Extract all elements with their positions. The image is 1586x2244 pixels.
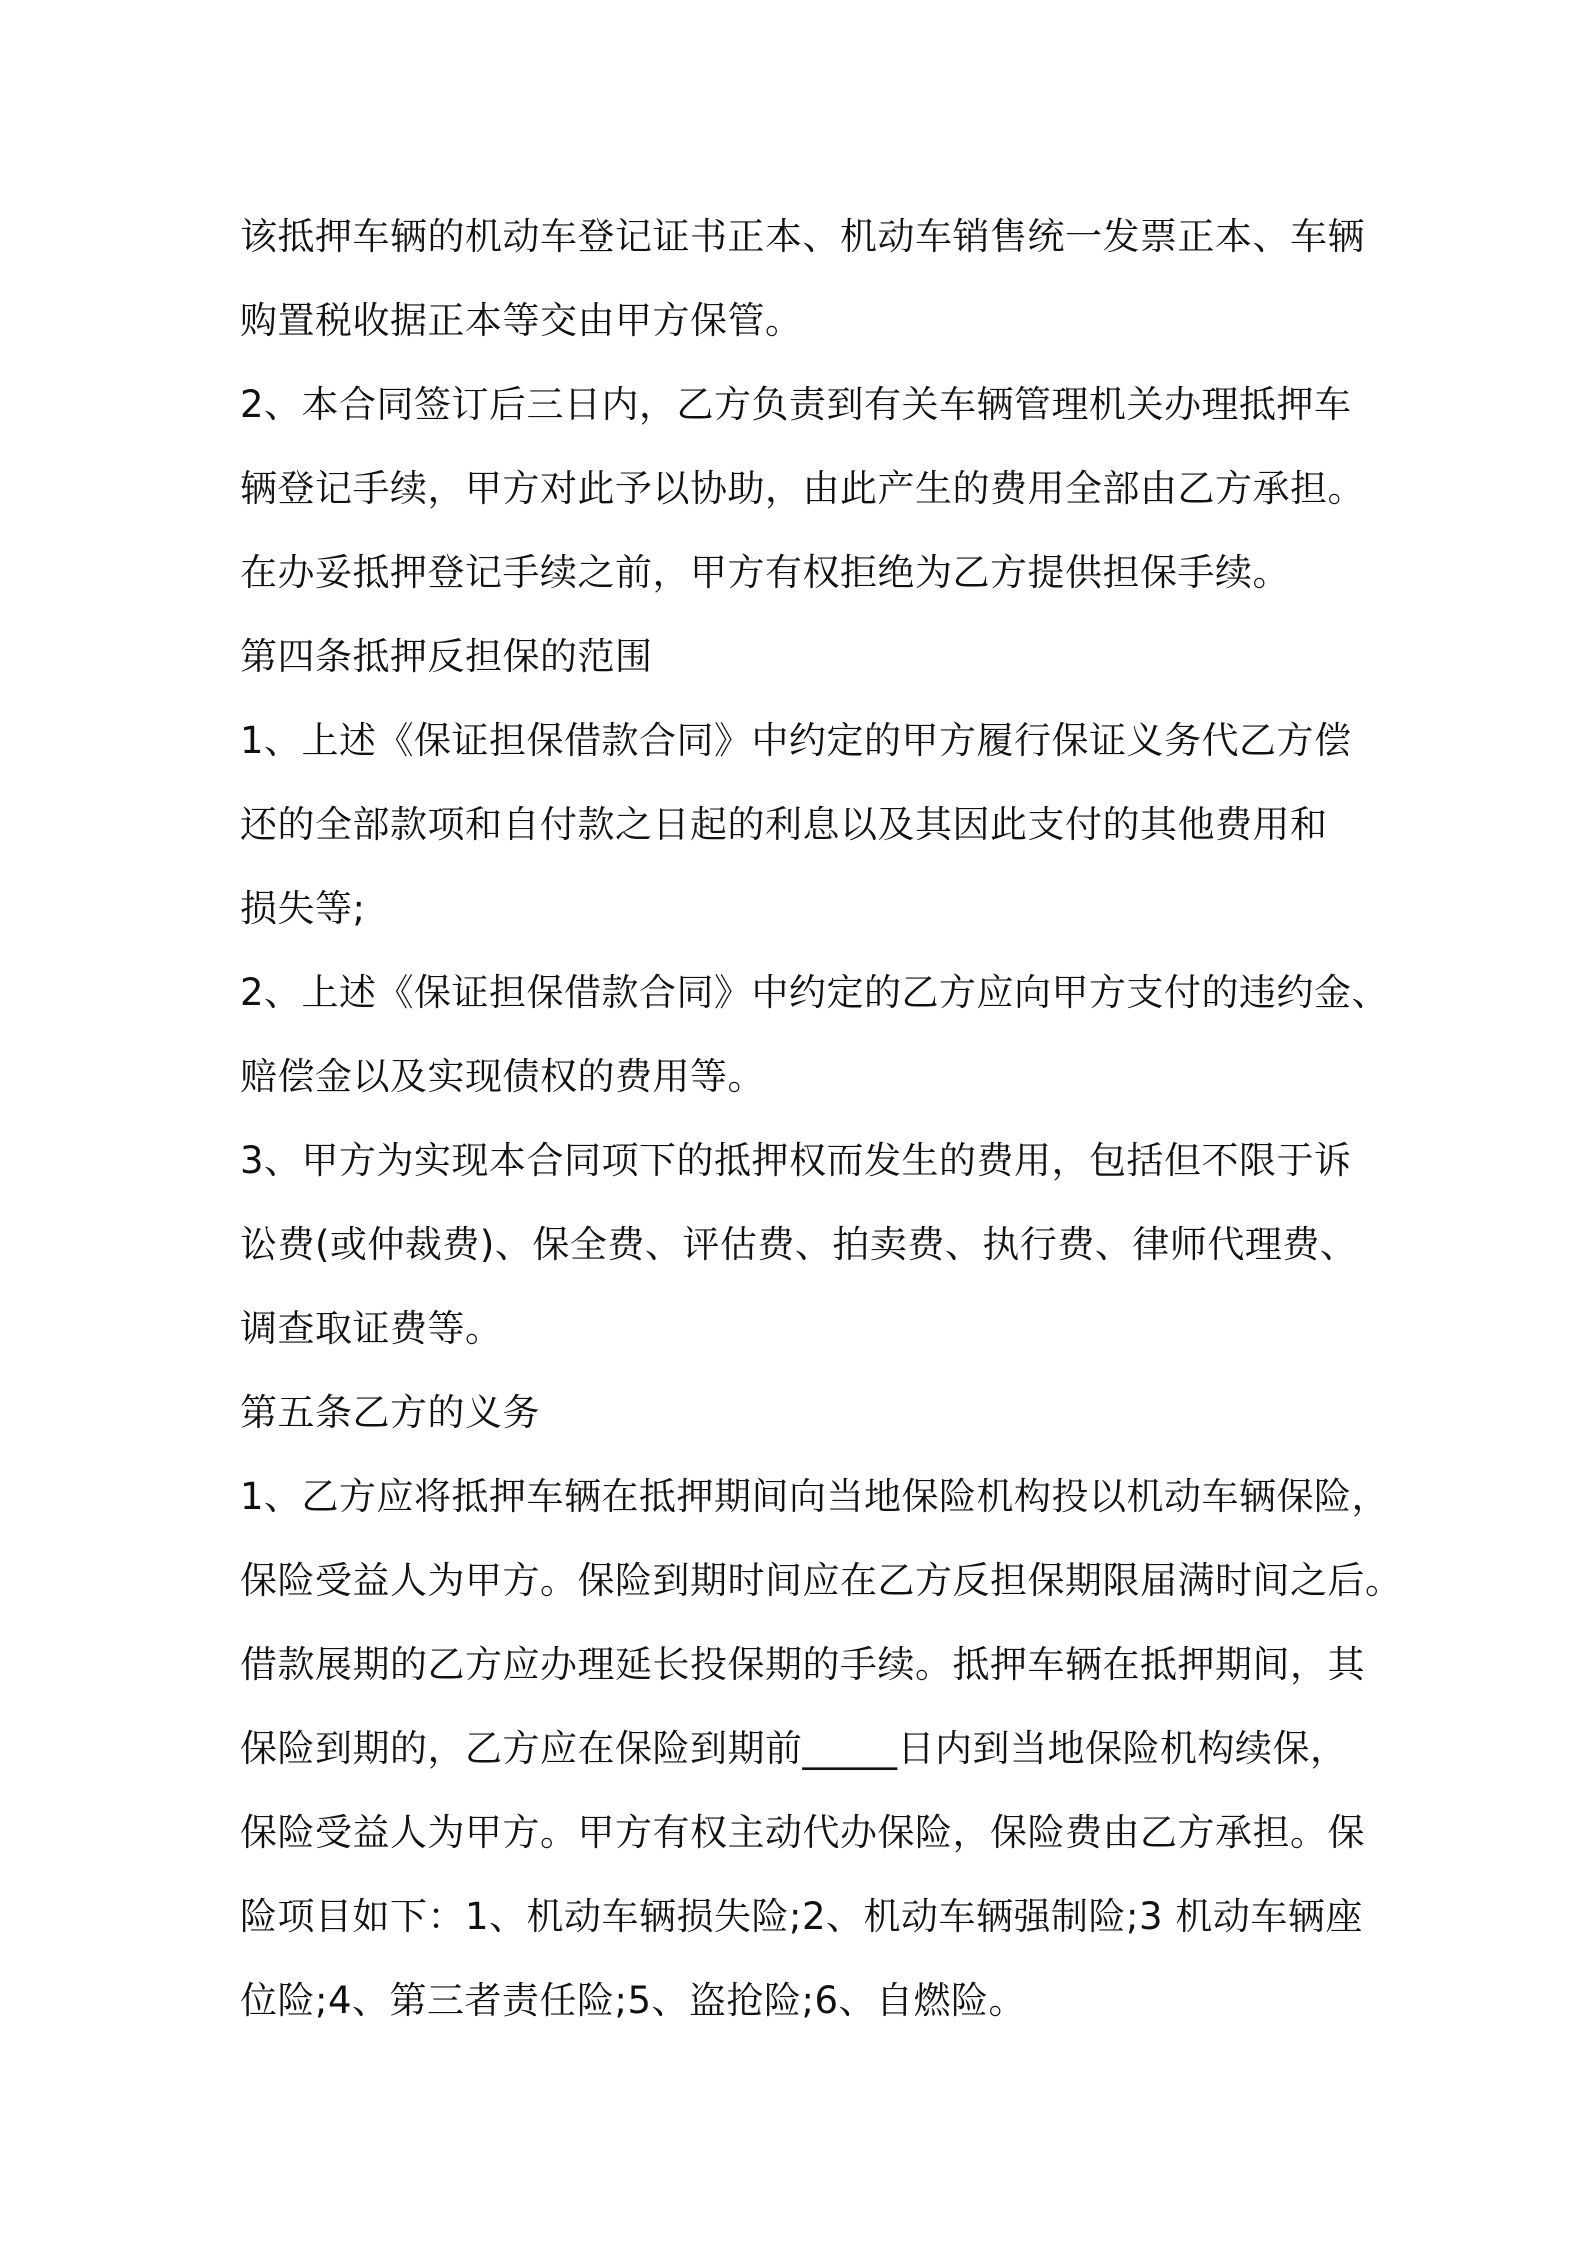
text-line: 赔偿金以及实现债权的费用等。 [240,1055,765,1098]
text-line: 在办妥抵押登记手续之前，甲方有权拒绝为乙方提供担保手续。 [240,551,1290,594]
section-heading-article-4: 第四条抵押反担保的范围 [240,635,653,678]
text-line: 购置税收据正本等交由甲方保管。 [240,299,803,342]
text-line: 2、本合同签订后三日内，乙方负责到有关车辆管理机关办理抵押车 [240,383,1352,426]
text-line: 讼费(或仲裁费)、保全费、评估费、拍卖费、执行费、律师代理费、 [240,1223,1358,1266]
text-line: 损失等; [240,887,366,930]
document-body [240,195,1403,2043]
text-line: 该抵押车辆的机动车登记证书正本、机动车销售统一发票正本、车辆 [240,215,1365,258]
text-line: 位险;4、第三者责任险;5、盗抢险;6、自燃险。 [240,1979,1027,2022]
text-line: 保险受益人为甲方。保险到期时间应在乙方反担保期限届满时间之后。 [240,1559,1403,1602]
text-line: 保险到期的，乙方应在保险到期前_____日内到当地保险机构续保， [240,1727,1348,1770]
section-heading-article-5: 第五条乙方的义务 [240,1391,540,1434]
text-line: 辆登记手续，甲方对此予以协助，由此产生的费用全部由乙方承担。 [240,467,1365,510]
text-line: 还的全部款项和自付款之日起的利息以及其因此支付的其他费用和 [240,803,1328,846]
text-line: 调查取证费等。 [240,1307,503,1350]
text-line: 1、上述《保证担保借款合同》中约定的甲方履行保证义务代乙方偿 [240,719,1352,762]
text-line: 借款展期的乙方应办理延长投保期的手续。抵押车辆在抵押期间，其 [240,1643,1365,1686]
text-line: 1、乙方应将抵押车辆在抵押期间向当地保险机构投以机动车辆保险， [240,1475,1390,1518]
text-line: 保险受益人为甲方。甲方有权主动代办保险，保险费由乙方承担。保 [240,1811,1365,1854]
text-line: 2、上述《保证担保借款合同》中约定的乙方应向甲方支付的违约金、 [240,971,1390,1014]
text-line: 3、甲方为实现本合同项下的抵押权而发生的费用，包括但不限于诉 [240,1139,1352,1182]
text-line: 险项目如下：1、机动车辆损失险;2、机动车辆强制险;3 机动车辆座 [240,1895,1363,1938]
